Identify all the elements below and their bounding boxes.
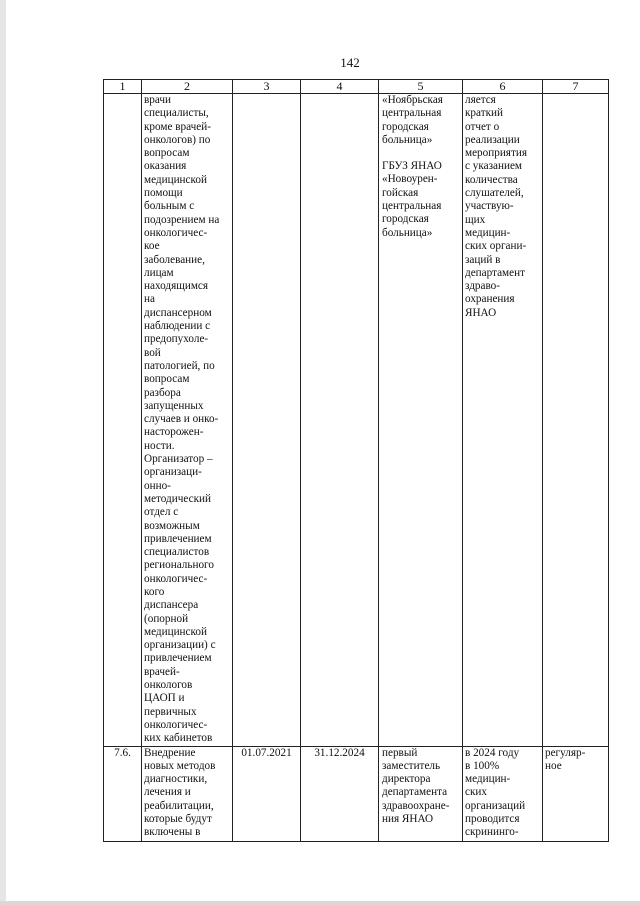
cell-responsible bbox=[379, 94, 463, 747]
table-row bbox=[104, 746, 609, 841]
responsible-org-2: ГБУЗ ЯНАО «Новоурен- гойская центральная городская больница» bbox=[382, 160, 442, 239]
header-col-4: 4 bbox=[301, 80, 379, 94]
plan-table bbox=[103, 79, 609, 842]
cell-number bbox=[104, 94, 142, 747]
scan-bottom-edge bbox=[0, 901, 640, 905]
cell-start-date: 01.07.2021 bbox=[233, 746, 301, 841]
cell-result: в 2024 году в 100% медицин- ских организаций проводится скрининго- bbox=[463, 746, 543, 841]
cell-periodicity: регуляр- ное bbox=[543, 746, 609, 841]
cell-end-date: 31.12.2024 bbox=[301, 746, 379, 841]
header-col-5: 5 bbox=[379, 80, 463, 94]
header-col-6: 6 bbox=[463, 80, 543, 94]
header-col-7: 7 bbox=[543, 80, 609, 94]
cell-event-description: Внедрение новых методов диагностики, лечения и реабилитации, которые будут включены в bbox=[142, 746, 233, 841]
cell-responsible: первый заместитель директора департамента здравоохране- ния ЯНАО bbox=[379, 746, 463, 841]
header-col-3: 3 bbox=[233, 80, 301, 94]
page-number: 142 bbox=[340, 55, 360, 70]
responsible-org-1: «Ноябрьская центральная городская больница» bbox=[382, 94, 443, 146]
table-row bbox=[104, 94, 609, 747]
cell-end-date bbox=[301, 94, 379, 747]
cell-number: 7.6. bbox=[104, 746, 142, 841]
header-col-1: 1 bbox=[104, 80, 142, 94]
table-header-row bbox=[104, 80, 609, 94]
cell-periodicity bbox=[543, 94, 609, 747]
header-col-2: 2 bbox=[142, 80, 233, 94]
cell-start-date bbox=[233, 94, 301, 747]
cell-event-description: врачи специалисты, кроме врачей- онкологов) по вопросам оказания медицинской помощи больным с подозрением на онкологичес- кое заболевание, лицам находящимся на диспансерном наблюдении с предопухоле- вой патологией, по вопросам разбора запущенных случаев и онко- насторожен- ности. Организатор – организаци- онно- методический отдел с возможным привлечением специалистов регионального онкологичес- кого диспансера (опорной медицинской организации) с привлечением врачей- онкологов ЦАОП и первичных онкологичес- ких кабинетов bbox=[142, 94, 233, 747]
scan-left-edge bbox=[0, 0, 6, 905]
cell-result: ляется краткий отчет о реализации мероприятия с указанием количества слушателей, участвую- щих медицин- ских органи- заций в департамент здраво- охранения ЯНАО bbox=[463, 94, 543, 747]
